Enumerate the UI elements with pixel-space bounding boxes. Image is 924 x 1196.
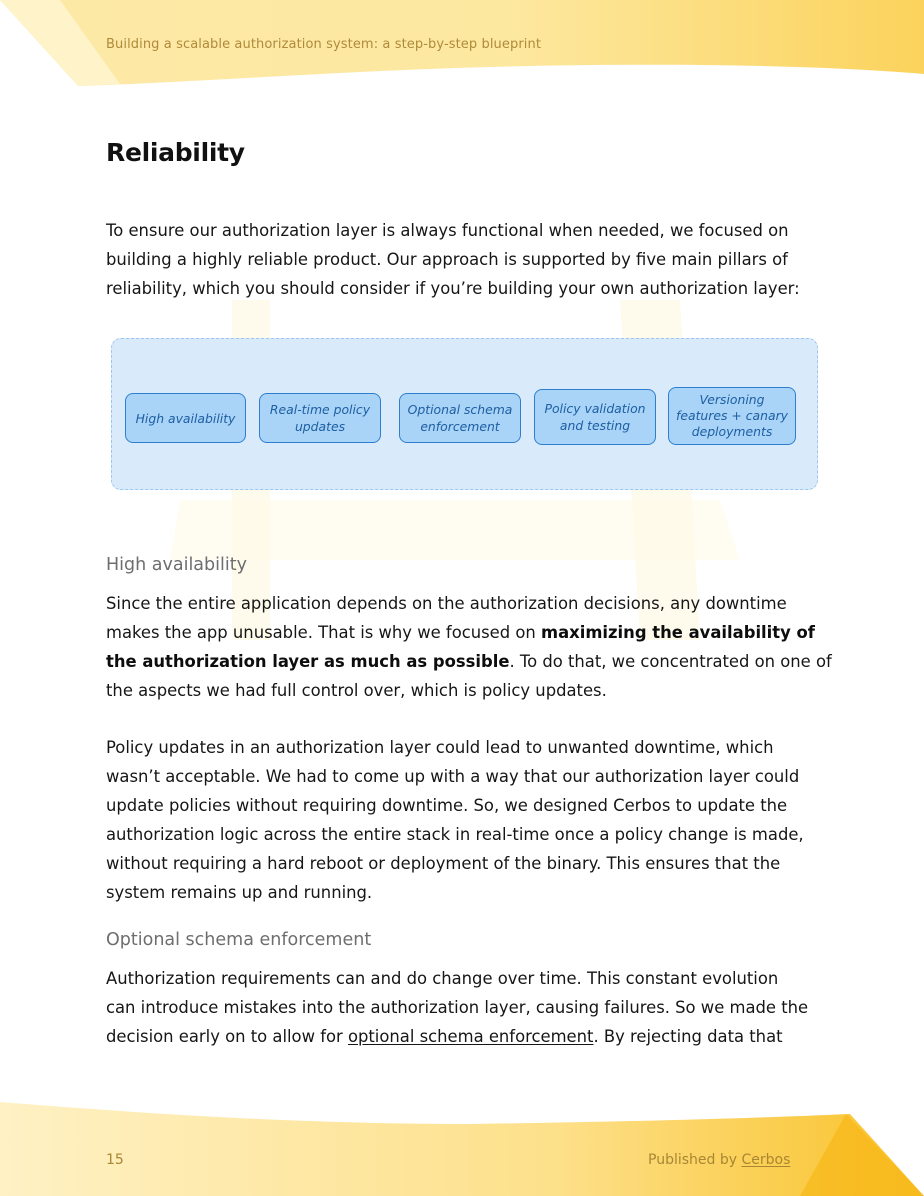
publisher-link[interactable]: Cerbos: [741, 1152, 791, 1168]
bottom-banner-shape: [0, 1102, 924, 1196]
high-availability-paragraph-2: [106, 733, 818, 907]
section-heading-high-availability: High availability: [106, 555, 247, 575]
paragraph-line: system remains up and running.: [106, 883, 373, 902]
page-number: 15: [106, 1152, 124, 1168]
pillar-high-availability: [125, 393, 246, 443]
section-heading-optional-schema: Optional schema enforcement: [106, 930, 372, 950]
optional-schema-link[interactable]: optional schema enforcement: [347, 1027, 594, 1046]
pillar-label: Versioning: [699, 392, 765, 407]
pillar-label: Policy validation: [544, 401, 646, 416]
page-title: Reliability: [106, 138, 245, 167]
paragraph-line: Policy updates in an authorization layer could lead to unwanted downtime, which: [106, 738, 774, 757]
plain-text: . By rejecting data that: [593, 1027, 783, 1046]
pillar-optional-schema-enforcement: [399, 393, 521, 443]
intro-line: To ensure our authorization layer is always functional when needed, we focused on: [106, 221, 789, 240]
pillar-real-time-policy-updates: [259, 393, 381, 443]
paragraph-line: [106, 647, 832, 676]
paragraph-line: can introduce mistakes into the authorization layer, causing failures. So we made the: [106, 998, 809, 1017]
intro-line: reliability, which you should consider if you’re building your own authorization layer:: [106, 279, 800, 298]
pillar-label: deployments: [691, 424, 773, 439]
paragraph-line: Authorization requirements can and do change over time. This constant evolution: [106, 969, 779, 988]
pillar-versioning-canary: [668, 387, 796, 445]
pillar-label: updates: [294, 419, 346, 434]
pillar-label: Real-time policy: [269, 402, 371, 417]
intro-line: building a highly reliable product. Our approach is supported by five main pillars of: [106, 250, 788, 269]
pillar-policy-validation-testing: [534, 389, 656, 445]
running-header: Building a scalable authorization system: a step-by-step blueprint: [106, 37, 542, 52]
watermark-shape: [170, 500, 740, 560]
paragraph-line: [106, 1022, 818, 1051]
pillar-label: enforcement: [420, 419, 500, 434]
publisher-credit: [648, 1152, 790, 1168]
intro-paragraph: [106, 216, 818, 303]
published-by-label: Published by: [648, 1152, 742, 1168]
pillar-label: High availability: [135, 410, 236, 426]
reliability-pillars-diagram: [111, 338, 818, 490]
paragraph-line: Since the entire application depends on the authorization decisions, any downtime: [106, 594, 787, 613]
plain-text: . To do that, we concentrated on one of: [509, 652, 832, 671]
paragraph-line: authorization logic across the entire stack in real-time once a policy change is made,: [106, 825, 804, 844]
pillar-label: Optional schema: [407, 402, 513, 417]
optional-schema-paragraph-1: [106, 964, 818, 1051]
high-availability-paragraph-1: [106, 589, 832, 705]
paragraph-line: [106, 618, 818, 647]
plain-text: makes the app unusable. That is why we focused on: [106, 623, 541, 642]
pillar-label: features + canary: [676, 408, 788, 423]
plain-text: decision early on to allow for: [106, 1027, 348, 1046]
paragraph-line: update policies without requiring downtime. So, we designed Cerbos to update the: [106, 796, 788, 815]
bold-text: maximizing the availability of: [540, 623, 815, 642]
paragraph-line: wasn’t acceptable. We had to come up with a way that our authorization layer could: [106, 767, 800, 786]
pillar-label: and testing: [559, 418, 631, 433]
bold-text: the authorization layer as much as possible: [106, 652, 510, 671]
paragraph-line: without requiring a hard reboot or deployment of the binary. This ensures that the: [106, 854, 781, 873]
paragraph-line: the aspects we had full control over, which is policy updates.: [106, 681, 607, 700]
